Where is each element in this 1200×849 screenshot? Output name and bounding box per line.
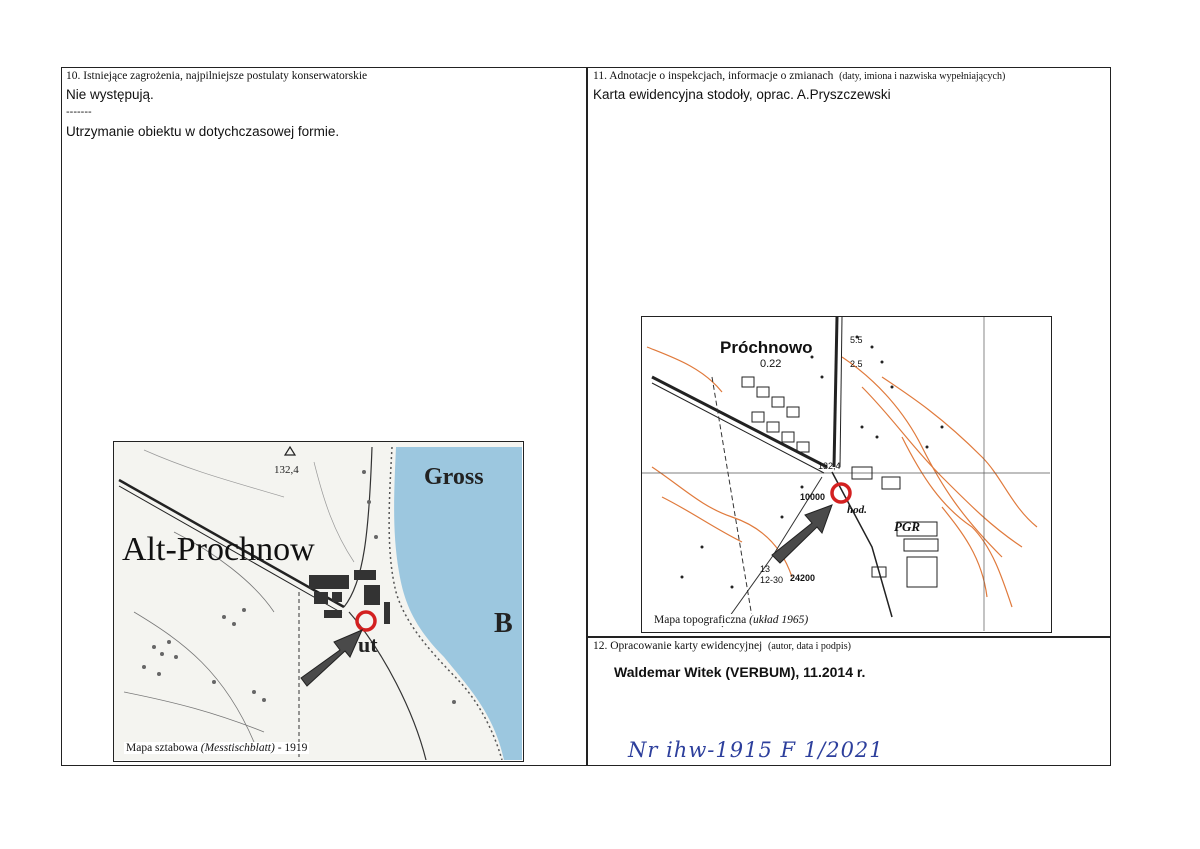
section-11-title xyxy=(593,70,1005,82)
threats-text: Nie występują. xyxy=(66,87,154,102)
section-12-title xyxy=(593,640,851,652)
section-12-title-note: (autor, data i podpis) xyxy=(768,641,851,652)
topo-label-1230: 12-30 xyxy=(760,575,784,585)
topo-map-caption-prefix: Mapa topograficzna xyxy=(654,614,747,626)
postulate-text: Utrzymanie obiektu w dotychczasowej formie. xyxy=(66,124,340,139)
author-line: Waldemar Witek (VERBUM), 11.2014 r. xyxy=(614,664,866,680)
old-map-lake-label: Gross xyxy=(424,464,484,490)
topo-map-caption-italic: (układ 1965) xyxy=(749,614,809,626)
section-12-title-main: 12. Opracowanie karty ewidencyjnej xyxy=(593,640,763,652)
old-map-b-label: B xyxy=(494,608,513,639)
topo-label-10000: 10000 xyxy=(800,492,826,502)
handwritten-signature: Nr ihw-1915 F 1/2021 xyxy=(628,738,884,762)
section-10-title: 10. Istniejące zagrożenia, najpilniejsze postulaty konserwatorskie xyxy=(66,70,368,82)
old-map-village-label: Alt-Prochnow xyxy=(122,531,315,568)
topo-hod-label: hod. xyxy=(847,504,867,516)
topo-elevation-label: 132,4 xyxy=(818,461,841,471)
old-map xyxy=(113,441,524,762)
annotation-text: Karta ewidencyjna stodoły, oprac. A.Pryszczewski xyxy=(593,87,891,102)
topo-pgr-label: PGR xyxy=(894,519,920,534)
topo-village-label: Próchnowo xyxy=(720,338,813,357)
old-map-caption-italic: (Messtischblatt) xyxy=(200,742,275,754)
topo-map-drawing xyxy=(642,317,1050,631)
old-map-caption-suffix: - 1919 xyxy=(274,742,308,754)
old-map-drawing xyxy=(114,442,522,760)
row-divider xyxy=(587,636,1111,638)
topo-label-55: 5.5 xyxy=(850,335,863,345)
topo-map-caption xyxy=(652,614,810,626)
topo-label-022: 0.22 xyxy=(760,358,782,370)
separator-dashes: ------- xyxy=(66,106,92,118)
topo-label-13: 13 xyxy=(760,564,771,574)
section-11-title-note: (daty, imiona i nazwiska wypełniających) xyxy=(839,71,1006,82)
topo-map xyxy=(641,316,1052,633)
old-map-elevation: 132,4 xyxy=(274,464,299,476)
old-map-gut-label: ut xyxy=(358,632,378,657)
topo-label-25: 2.5 xyxy=(850,359,863,369)
old-map-caption-prefix: Mapa sztabowa xyxy=(126,742,198,754)
old-map-caption xyxy=(124,742,309,754)
column-divider xyxy=(586,67,588,766)
section-11-title-main: 11. Adnotacje o inspekcjach, informacje o zmianach xyxy=(593,70,834,82)
topo-label-24200: 24200 xyxy=(790,573,816,583)
